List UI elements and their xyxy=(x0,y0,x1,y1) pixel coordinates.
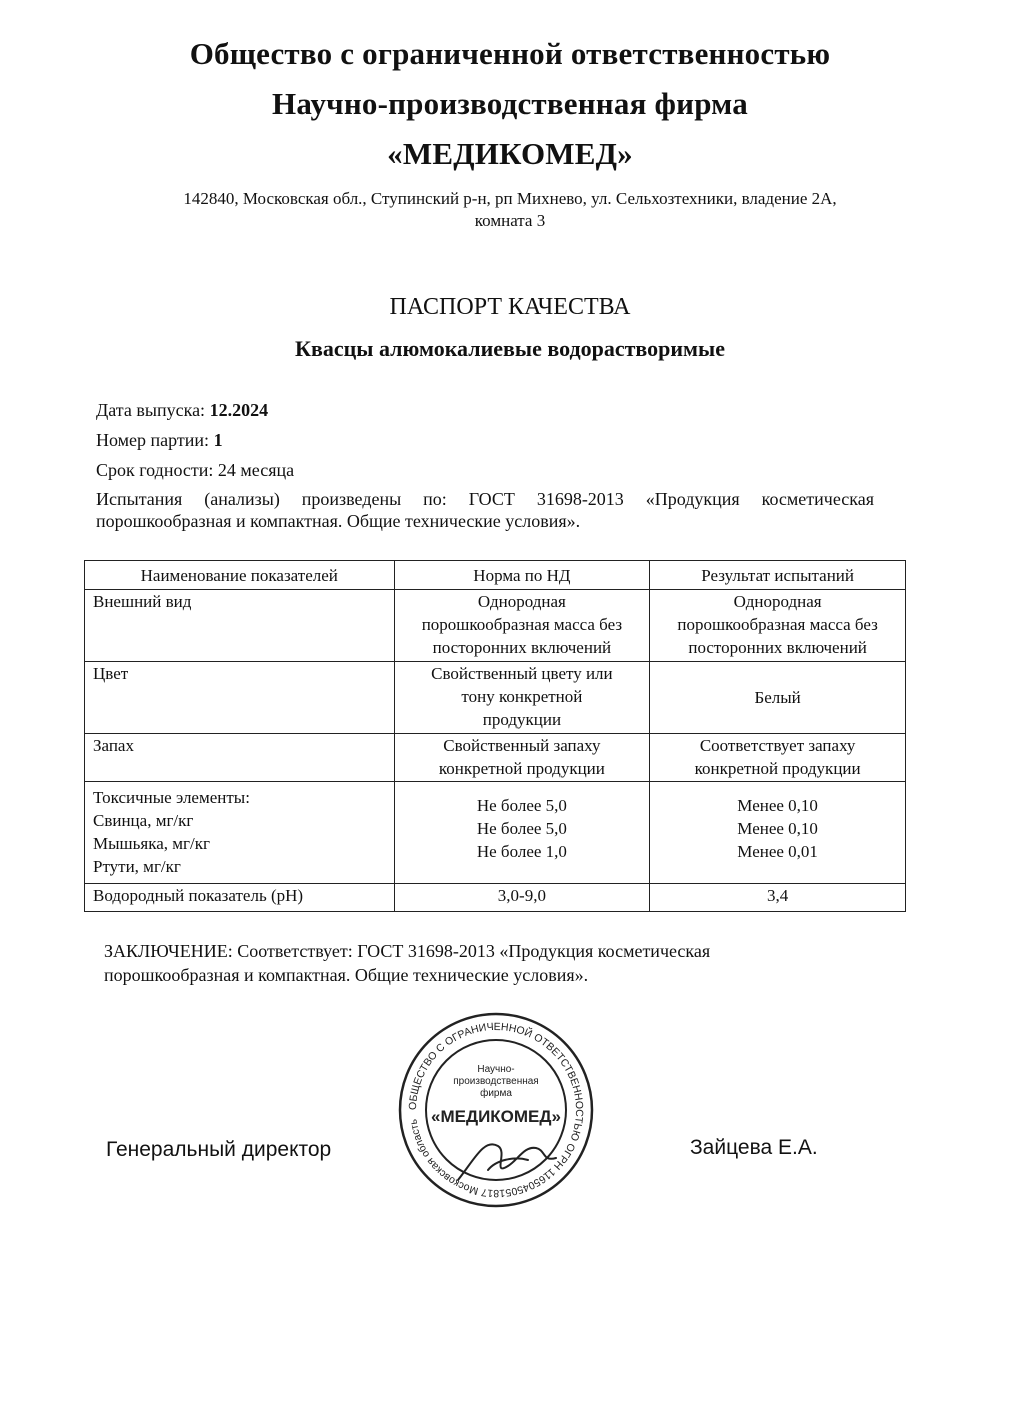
company-stamp xyxy=(396,1010,596,1210)
table-row xyxy=(85,884,906,912)
company-name: «МЕДИКОМЕД» xyxy=(387,136,633,171)
norm-line: Не более 5,0 xyxy=(476,819,567,838)
row-smell-norm xyxy=(394,734,650,782)
result-line: Однородная xyxy=(733,592,822,611)
result-line: Менее 0,01 xyxy=(737,842,818,861)
header-indicator: Наименование показателей xyxy=(85,561,395,590)
row-ph-name: Водородный показатель (рН) xyxy=(85,884,395,912)
document-title: ПАСПОРТ КАЧЕСТВА xyxy=(389,294,631,320)
table-row xyxy=(85,734,906,782)
company-line-1: Общество с ограниченной ответственностью xyxy=(189,36,831,71)
stamp-ring-textpath: ОБЩЕСТВО С ОГРАНИЧЕННОЙ ОТВЕТСТВЕННОСТЬЮ ОГРН 1165045051817 Московская область xyxy=(406,1020,586,1200)
shelf-life-label: Срок годности: xyxy=(96,460,214,480)
row-ph-result: 3,4 xyxy=(650,884,906,912)
row-toxic-result xyxy=(650,782,906,884)
result-line: Соответствует запаху xyxy=(699,736,856,755)
conclusion-line-1: ЗАКЛЮЧЕНИЕ: Соответствует: ГОСТ 31698-2013 «Продукция косметическая xyxy=(104,941,711,961)
company-line-2: Научно-производственная фирма xyxy=(272,86,748,121)
row-toxic-names xyxy=(85,782,395,884)
norm-line: посторонних включений xyxy=(432,638,612,657)
quality-table xyxy=(84,560,906,912)
norm-line: конкретной продукции xyxy=(438,759,605,778)
row-ph-norm: 3,0-9,0 xyxy=(394,884,650,912)
signer-position: Генеральный директор xyxy=(106,1138,332,1161)
row-toxic-norm xyxy=(394,782,650,884)
batch-number xyxy=(96,430,223,451)
address-line-1: 142840, Московская обл., Ступинский р-н, рп Михнево, ул. Сельхозтехники, владение 2А, xyxy=(183,189,837,208)
toxic-line: Ртути, мг/кг xyxy=(93,857,181,876)
toxic-line: Свинца, мг/кг xyxy=(93,811,194,830)
shelf-life-value: 24 месяца xyxy=(217,460,295,480)
row-smell-name: Запах xyxy=(85,734,395,782)
table-row xyxy=(85,662,906,734)
norm-line: Не более 5,0 xyxy=(476,796,567,815)
tests-standard: Испытания (анализы) произведены по: ГОСТ 31698-2013 «Продукция косметическая порошкообразная и компактная. Общие технические условия». xyxy=(96,489,874,531)
row-appearance-norm xyxy=(394,590,650,662)
norm-line: Свойственный цвету или xyxy=(431,664,613,683)
row-appearance-result xyxy=(650,590,906,662)
table-row xyxy=(85,590,906,662)
row-color-result: Белый xyxy=(650,662,906,734)
shelf-life xyxy=(96,460,294,481)
address-line-2: комната 3 xyxy=(474,211,546,230)
release-date-label: Дата выпуска: xyxy=(96,400,206,420)
batch-number-value: 1 xyxy=(213,430,223,450)
result-line: Менее 0,10 xyxy=(737,796,818,815)
norm-line: порошкообразная масса без xyxy=(421,615,623,634)
toxic-line: Мышьяка, мг/кг xyxy=(93,834,210,853)
batch-number-label: Номер партии: xyxy=(96,430,210,450)
stamp-center-line-2: производственная xyxy=(453,1076,539,1087)
table-header-row xyxy=(85,561,906,590)
row-color-norm xyxy=(394,662,650,734)
header-norm: Норма по НД xyxy=(394,561,650,590)
norm-line: продукции xyxy=(482,710,562,729)
result-line: посторонних включений xyxy=(688,638,867,657)
norm-line: Не более 1,0 xyxy=(476,842,567,861)
row-appearance-name: Внешний вид xyxy=(85,590,395,662)
product-name: Квасцы алюмокалиевые водорастворимые xyxy=(295,336,725,361)
release-date xyxy=(96,400,268,421)
result-line: конкретной продукции xyxy=(694,759,861,778)
release-date-value: 12.2024 xyxy=(209,400,269,420)
norm-line: Однородная xyxy=(477,592,566,611)
row-color-name: Цвет xyxy=(85,662,395,734)
norm-line: тону конкретной xyxy=(461,687,583,706)
header-result: Результат испытаний xyxy=(650,561,906,590)
conclusion-line-2: порошкообразная и компактная. Общие технические условия». xyxy=(104,965,589,985)
result-line: порошкообразная масса без xyxy=(677,615,878,634)
stamp-center-line-1: Научно- xyxy=(477,1064,515,1075)
norm-line: Свойственный запаху xyxy=(443,736,601,755)
stamp-center-line-3: фирма xyxy=(480,1088,512,1099)
toxic-line: Токсичные элементы: xyxy=(93,788,250,807)
table-row xyxy=(85,782,906,884)
stamp-brand: «МЕДИКОМЕД» xyxy=(431,1107,561,1126)
signer-name: Зайцева Е.А. xyxy=(690,1136,818,1159)
row-smell-result xyxy=(650,734,906,782)
result-line: Менее 0,10 xyxy=(737,819,818,838)
